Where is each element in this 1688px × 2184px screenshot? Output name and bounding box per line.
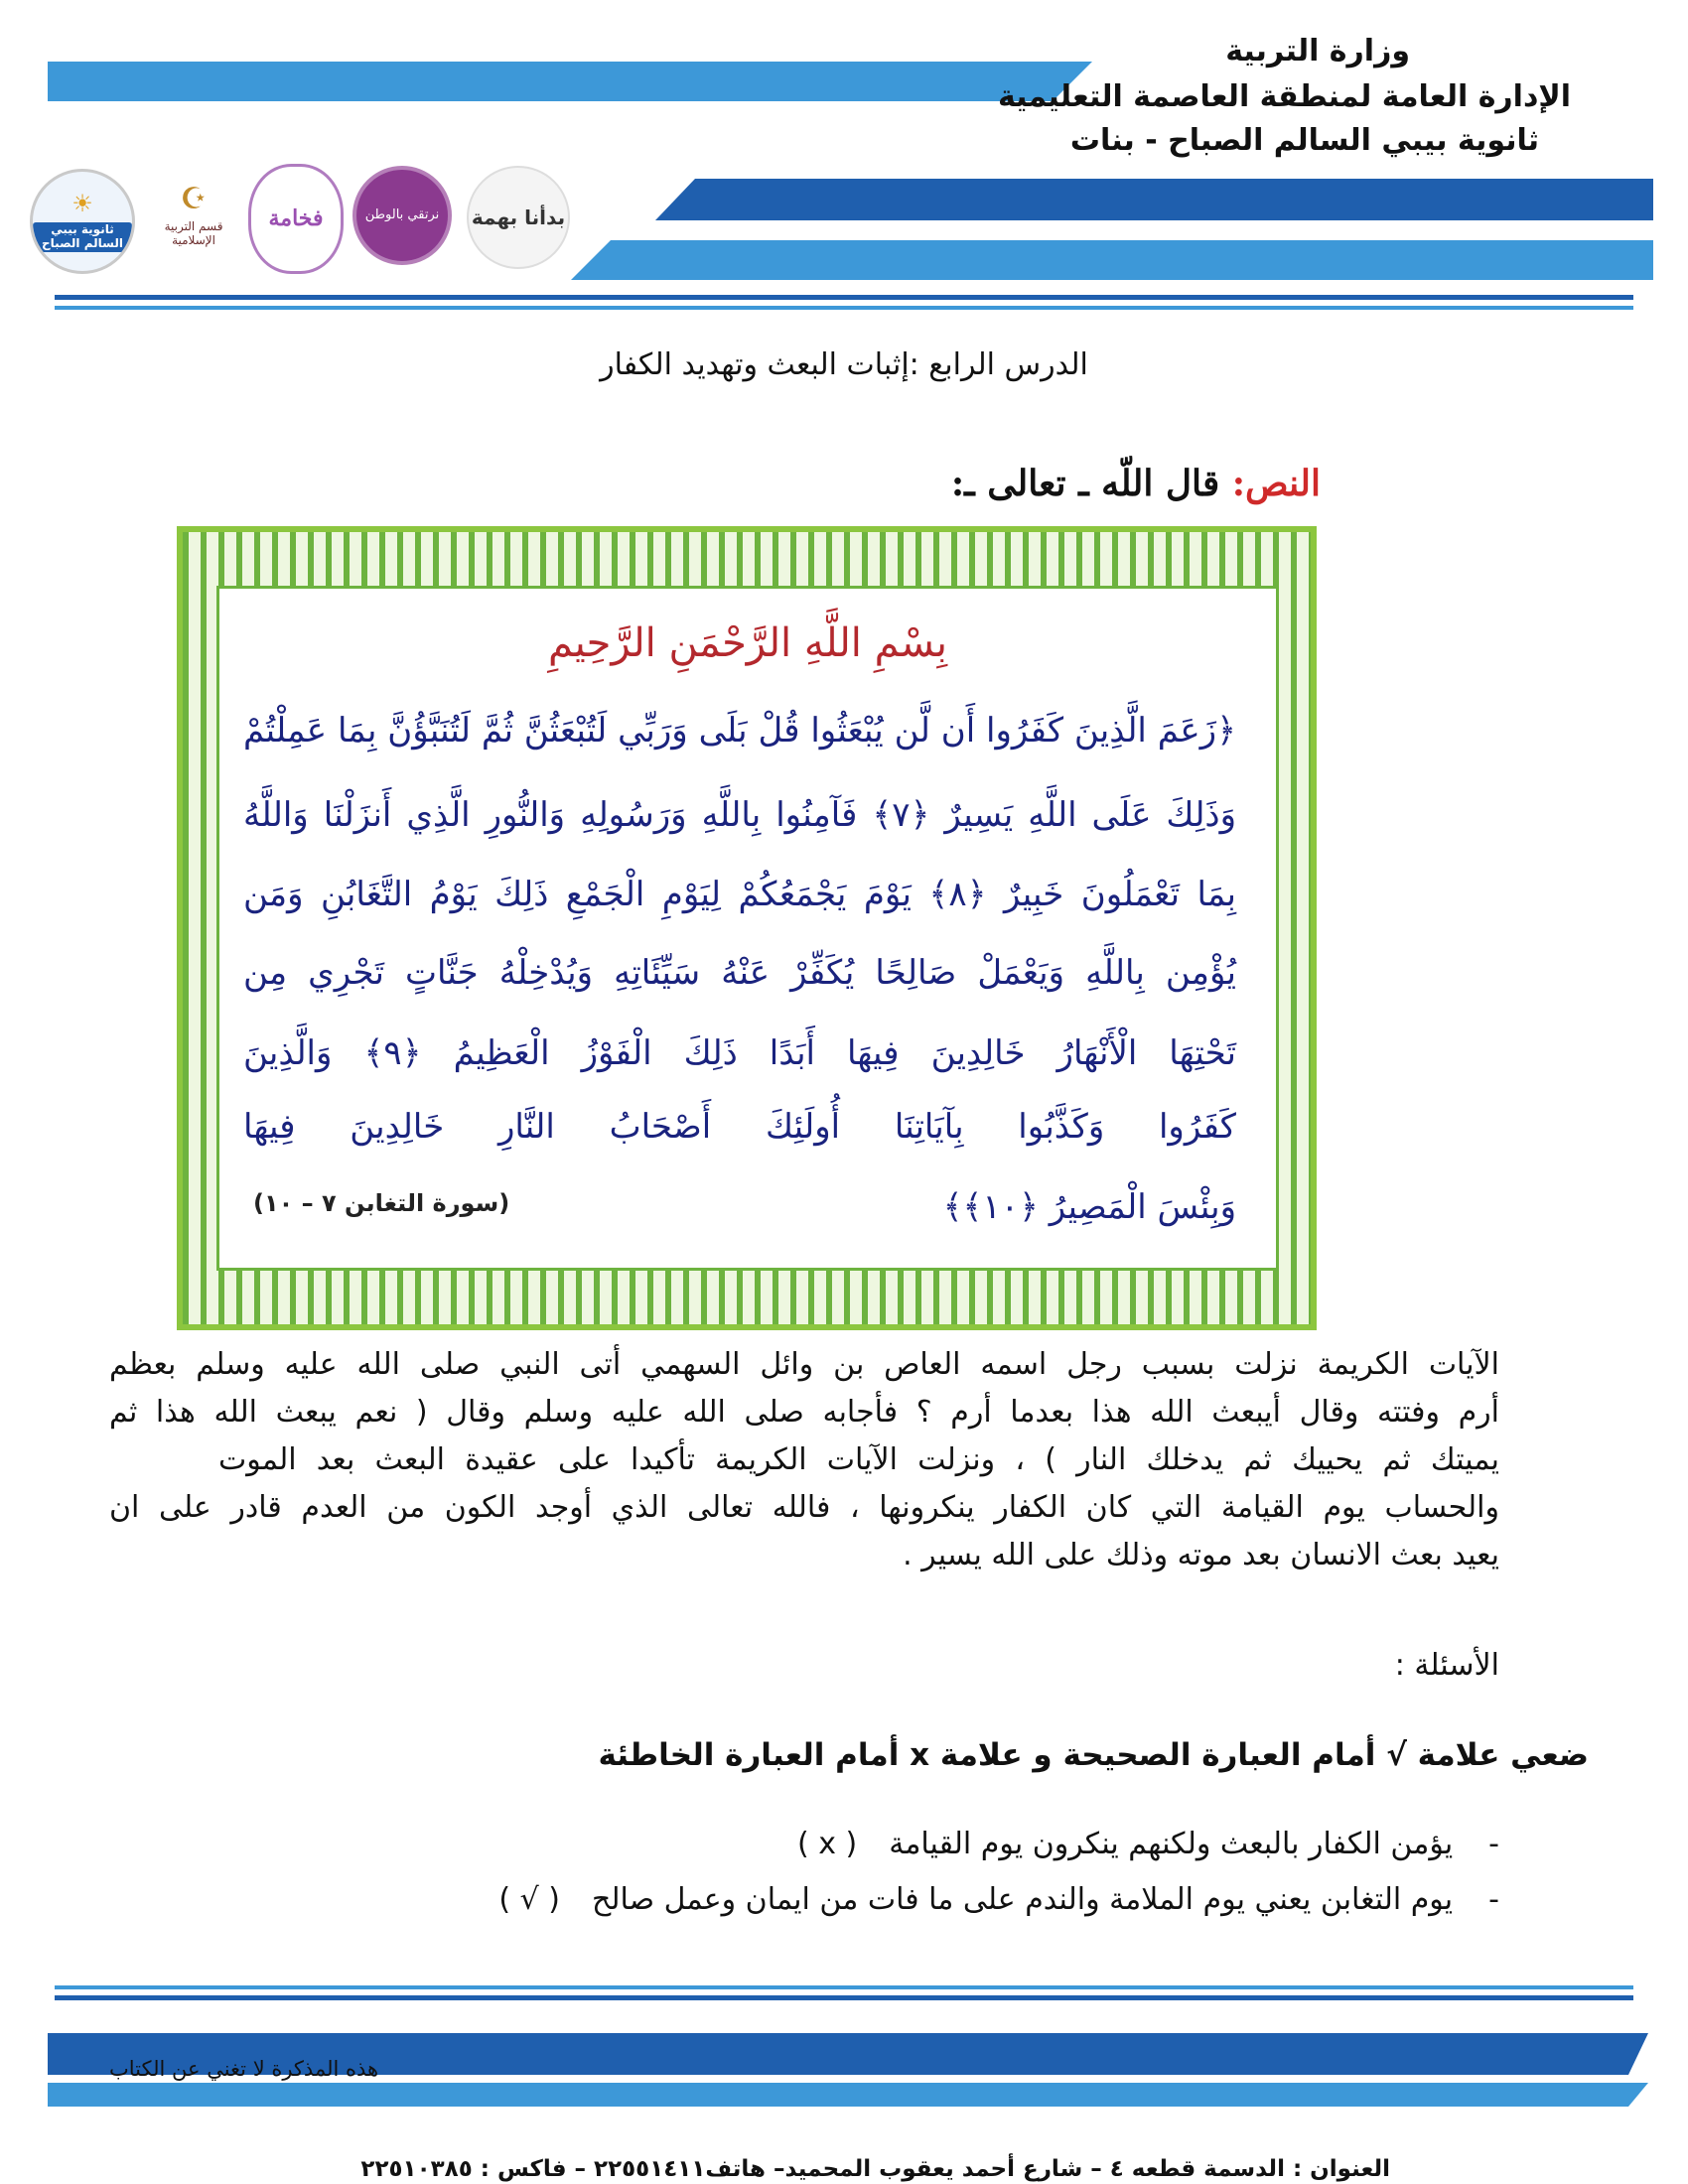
school-crest-logo: ☀ ثانوية بيبي السالم الصباح <box>30 169 135 274</box>
header-rule-2 <box>55 306 1633 310</box>
sun-book-icon: ☀ <box>71 190 93 218</box>
explanation-line-4: والحساب يوم القيامة التي كان الكفار ينكرونها ، فالله تعالى الذي أوجد الكون من العدم قادر على ان <box>109 1490 1499 1525</box>
explanation-line-5: يعيد بعث الانسان بعد موته وذلك على الله يسير . <box>903 1538 1499 1572</box>
ayah-line-4: يُؤْمِن بِاللَّهِ وَيَعْمَلْ صَالِحًا يُكَفِّرْ عَنْهُ سَيِّئَاتِهِ وَيُدْخِلْهُ جَنَّاتٍ تَجْرِي مِن <box>243 953 1236 993</box>
directorate-name: الإدارة العامة لمنطقة العاصمة التعليمية <box>997 79 1571 114</box>
text-label: النص: <box>1231 463 1321 504</box>
ayah-line-2: وَذَلِكَ عَلَى اللَّهِ يَسِيرٌ ﴿٧﴾ فَآمِنُوا بِاللَّهِ وَرَسُولِهِ وَالنُّورِ الَّذِي أَنزَلْنَا وَاللَّهُ <box>243 795 1236 835</box>
header-stripe-middle <box>655 179 1653 220</box>
lesson-title: الدرس الرابع :إثبات البعث وتهديد الكفار <box>600 347 1088 382</box>
ayah-line-7: وَبِئْسَ الْمَصِيرُ ﴿١٠﴾﴾ <box>942 1187 1236 1227</box>
header-stripe-top <box>48 62 1092 101</box>
header-stripes <box>0 0 1688 318</box>
question-text: يوم التغابن يعني يوم الملامة والندم على ما فات من ايمان وعمل صالح <box>592 1882 1454 1917</box>
footer-stripe-light <box>48 2083 1648 2107</box>
question-answer[interactable]: ( √ ) <box>498 1882 561 1917</box>
question-dash: - <box>1488 1827 1499 1861</box>
fakhama-logo: فخامة <box>248 164 344 274</box>
question-dash: - <box>1488 1882 1499 1917</box>
crescent-icon: ☪ <box>180 181 208 216</box>
surah-reference: (سورة التغابن ٧ – ١٠) <box>253 1189 510 1217</box>
school-name: ثانوية بيبي السالم الصباح - بنات <box>1069 123 1539 158</box>
ayah-line-3: بِمَا تَعْمَلُونَ خَبِيرٌ ﴿٨﴾ يَوْمَ يَجْمَعُكُمْ لِيَوْمِ الْجَمْعِ ذَلِكَ يَوْمُ التَّغَابُنِ وَمَن <box>243 875 1236 914</box>
ayah-line-5: تَحْتِهَا الْأَنْهَارُ خَالِدِينَ فِيهَا أَبَدًا ذَلِكَ الْفَوْزُ الْعَظِيمُ ﴿٩﴾ وَالَّذِينَ <box>243 1033 1236 1073</box>
text-intro: قال اللّه ـ تعالى ـ: <box>950 463 1232 504</box>
ayah-line-6: كَفَرُوا وَكَذَّبُوا بِآيَاتِنَا أُولَئِكَ أَصْحَابُ النَّارِ خَالِدِينَ فِيهَا <box>243 1107 1236 1147</box>
bidayatuna-bihimma-logo: بدأنا بهمة <box>467 166 570 269</box>
school-address: العنوان : الدسمة قطعه ٤ – شارع أحمد يعقوب المحميد– هاتف٢٢٥٥١٤١١ – فاكس : ٢٢٥١٠٣٨٥ <box>360 2156 1390 2182</box>
purple-seal-logo: نرتقي بالوطن <box>352 166 452 265</box>
question-text: يؤمن الكفار بالبعث ولكنهم ينكرون يوم القيامة <box>889 1827 1454 1861</box>
ministry-name: وزارة التربية <box>1225 34 1410 68</box>
footer-rule-2 <box>55 1995 1633 2000</box>
question-item-1 <box>797 1827 1499 1861</box>
header-rule-1 <box>55 295 1633 300</box>
explanation-line-1: الآيات الكريمة نزلت بسبب رجل اسمه العاص بن وائل السهمي أتى النبي صلى الله عليه وسلم بعظم <box>109 1347 1499 1382</box>
quran-frame-inner <box>216 586 1279 1271</box>
explanation-line-3: يميتك ثم يحييك ثم يدخلك النار ) ، ونزلت الآيات الكريمة تأكيدا على عقيدة البعث بعد الموت <box>218 1442 1499 1477</box>
header-stripe-lower <box>571 240 1653 280</box>
explanation-line-2: أرم وفتته وقال أيبعث الله هذا بعدما أرم ؟ فأجابه صلى الله عليه وسلم وقال ( نعم يبعث الله هذا ثم <box>109 1395 1499 1430</box>
ayah-line-1: ﴿زَعَمَ الَّذِينَ كَفَرُوا أَن لَّن يُبْعَثُوا قُلْ بَلَى وَرَبِّي لَتُبْعَثُنَّ ثُمَّ لَتُنَبَّؤُنَّ بِمَا عَمِلْتُمْ <box>243 711 1236 751</box>
questions-label: الأسئلة : <box>1394 1648 1499 1683</box>
question-answer[interactable]: ( x ) <box>796 1827 858 1861</box>
footer-note: هذه المذكرة لا تغني عن الكتاب <box>109 2057 379 2081</box>
question-item-2 <box>498 1882 1499 1917</box>
questions-instruction: ضعي علامة √ أمام العبارة الصحيحة و علامة x أمام العبارة الخاطئة <box>598 1737 1589 1773</box>
islamic-dept-logo: ☪ قسم التربية الإسلامية <box>144 161 243 270</box>
footer-stripes <box>0 1976 1688 2134</box>
footer-rule-1 <box>55 1985 1633 1989</box>
text-label-row <box>951 463 1321 504</box>
basmala: بِسْمِ اللَّهِ الرَّحْمَنِ الرَّحِيمِ <box>547 620 948 666</box>
